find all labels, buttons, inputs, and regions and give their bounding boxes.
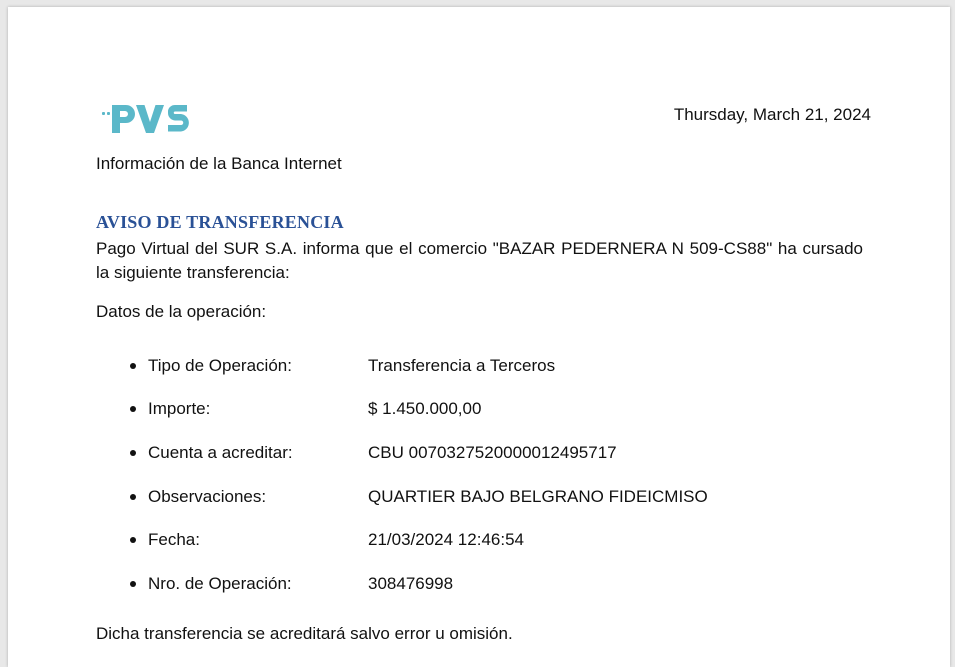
document-subtitle: Información de la Banca Internet — [96, 154, 342, 173]
closing-statement: Dicha transferencia se acreditará salvo error u omisión. — [96, 624, 513, 643]
bullet-icon — [130, 450, 136, 456]
field-label: Observaciones: — [148, 486, 267, 506]
field-label: Nro. de Operación: — [148, 573, 292, 593]
field-tipo-operacion — [128, 344, 708, 388]
field-value: QUARTIER BAJO BELGRANO FIDEICMISO — [368, 486, 708, 506]
field-label: Tipo de Operación: — [148, 355, 292, 375]
field-fecha — [128, 518, 708, 562]
field-value: $ 1.450.000,00 — [368, 399, 482, 419]
field-value: 21/03/2024 12:46:54 — [368, 530, 524, 550]
field-nro-operacion — [128, 562, 708, 606]
field-label: Importe: — [148, 399, 211, 419]
notice-heading: AVISO DE TRANSFERENCIA — [96, 212, 344, 232]
operation-fields-list — [128, 344, 708, 606]
field-observaciones — [128, 475, 708, 519]
field-value: CBU 0070327520000012495717 — [368, 442, 617, 462]
field-importe — [128, 388, 708, 432]
bullet-icon — [130, 363, 136, 369]
bullet-icon — [130, 494, 136, 500]
operation-data-label: Datos de la operación: — [96, 302, 267, 321]
field-label: Fecha: — [148, 530, 200, 550]
field-value: Transferencia a Terceros — [368, 355, 556, 375]
field-cuenta-acreditar — [128, 431, 708, 475]
bullet-icon — [130, 537, 136, 543]
field-value: 308476998 — [368, 573, 454, 593]
document-date: Thursday, March 21, 2024 — [673, 105, 871, 124]
notice-intro: Pago Virtual del SUR S.A. informa que el comercio "BAZAR PEDERNERA N 509-CS88" ha cursado la siguiente transferencia: — [96, 239, 863, 282]
bullet-icon — [130, 581, 136, 587]
field-label: Cuenta a acreditar: — [148, 442, 293, 462]
pvs-logo — [102, 98, 202, 142]
bullet-icon — [130, 406, 136, 412]
